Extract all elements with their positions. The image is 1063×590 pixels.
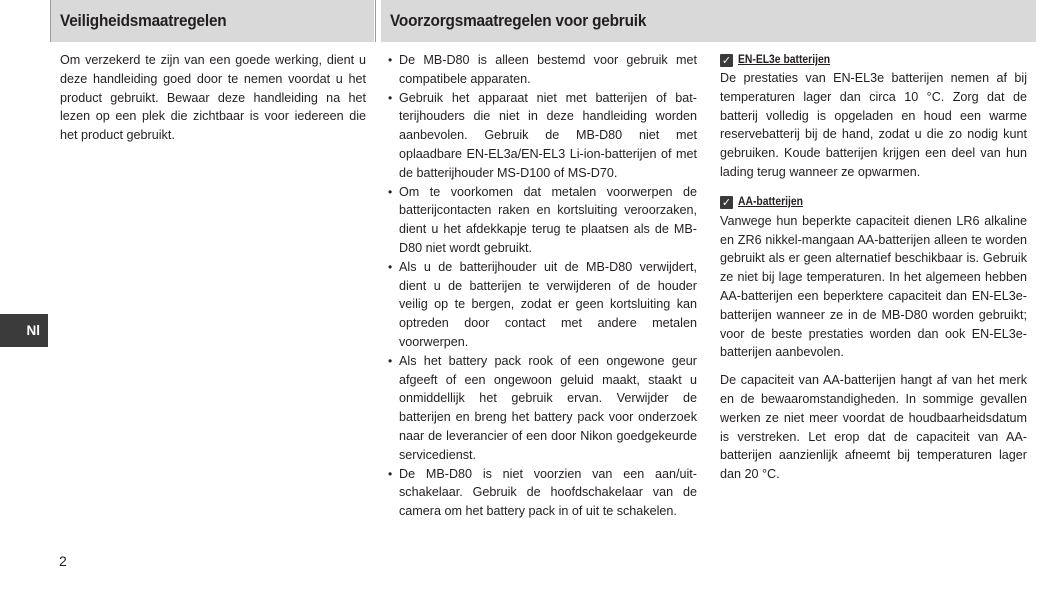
- section-header-safety: [50, 0, 374, 42]
- note-title-aa: AA-batterijen: [738, 196, 803, 209]
- note-body-en-el3e: De prestaties van EN-EL3e batterijen nemen af bij temperaturen lager dan circa 10 °C. Zorg dat de batterij volledig is opgeladen en houd een warme reservebatterij bij de hand, zodat u die zo nodig kunt gebruiken. Koude batterijen krijgen een deel van hun lading terug wanneer ze opwarmen.: [720, 71, 1027, 179]
- note-heading-aa: [720, 194, 1027, 212]
- section-title-safety: Veiligheidsmaatregelen: [60, 11, 227, 30]
- safety-paragraph: Om verzekerd te zijn van een goede werking, dient u deze handleiding goed door te nemen voordat u het product gebruikt. Bewaar deze handleiding na het lezen op een plek die zichtbaar is voor iedereen die het product gebruikt.: [60, 53, 366, 143]
- page-number: 2: [59, 553, 67, 569]
- precautions-column: [388, 51, 697, 521]
- language-tab-label: Nl: [26, 323, 40, 338]
- list-item: • Als het battery pack rook of een ongewone geur afgeeft of een ongewoon geluid maakt, staakt u onmiddellijk het gebruik ervan. Verwijder de batterijen en breng het battery pack voor onderzoek naar de leverancier of een door Nikon goedgekeurde servicedienst.: [388, 352, 697, 465]
- list-item: • Om te voorkomen dat metalen voorwerpen de batterijcontacten raken en kortsluiting veroorzaken, dient u het afdekkapje terug te plaatsen als de MB-D80 niet wordt gebruikt.: [388, 183, 697, 258]
- notes-column: [720, 51, 1027, 484]
- left-edge-rule: [50, 0, 51, 42]
- note-body-aa-1: Vanwege hun beperkte capaciteit dienen LR6 alkaline en ZR6 nikkel-mangaan AA-batterijen alleen te worden gebruikt als er geen alternatief beschikbaar is. Gebruik ze niet bij lage temperaturen. In het algemeen hebben AA-batterijen een beperktere capaciteit dan EN-EL3e-batterijen wanneer ze in de MB-D80 worden gebruikt; voor de beste prestaties worden dan ook EN-EL3e-batterijen aanbevolen.: [720, 213, 1027, 360]
- list-item: • De MB-D80 is niet voorzien van een aan/uitschakelaar. Gebruik de hoofdschakelaar van de camera om het battery pack in of uit te schakelen.: [388, 465, 697, 521]
- checkmark-icon: ✓: [721, 53, 732, 67]
- header-divider: [375, 0, 376, 42]
- note-body-aa-2: De capaciteit van AA-batterijen hangt af van het merk en de bewaaromstandigheden. In sommige gevallen werken ze niet meer voordat de houdbaarheidsdatum is verstreken. Let erop dat de capaciteit van AA-batterijen aanzienlijk afneemt bij temperaturen lager dan 20 °C.: [720, 373, 1027, 482]
- safety-column: [60, 51, 366, 145]
- note-title-en-el3e: EN-EL3e batterijen: [738, 53, 831, 66]
- list-item: • Gebruik het apparaat niet met batterijen of batterijhouders die niet in deze handleiding worden aanbevolen. Gebruik de MB-D80 niet met oplaadbare EN-EL3a/EN-EL3 Li-ion-batterijen of met de batterijhouder MS-D100 of MS-D70.: [388, 89, 697, 183]
- checkmark-icon: ✓: [721, 196, 732, 210]
- section-title-precautions: Voorzorgsmaatregelen voor gebruik: [390, 11, 647, 30]
- list-item: • De MB-D80 is alleen bestemd voor gebruik met compatibele apparaten.: [388, 51, 697, 89]
- precautions-list: [388, 51, 697, 521]
- note-heading-en-el3e: [720, 51, 1027, 69]
- section-header-precautions: [381, 0, 1036, 42]
- language-tab: [0, 314, 48, 347]
- list-item: • Als u de batterijhouder uit de MB-D80 verwijdert, dient u de batterijen te verwijderen of de houder veilig op te bergen, zodat er geen kortsluiting kan optreden door contact met andere metalen voorwerpen.: [388, 258, 697, 352]
